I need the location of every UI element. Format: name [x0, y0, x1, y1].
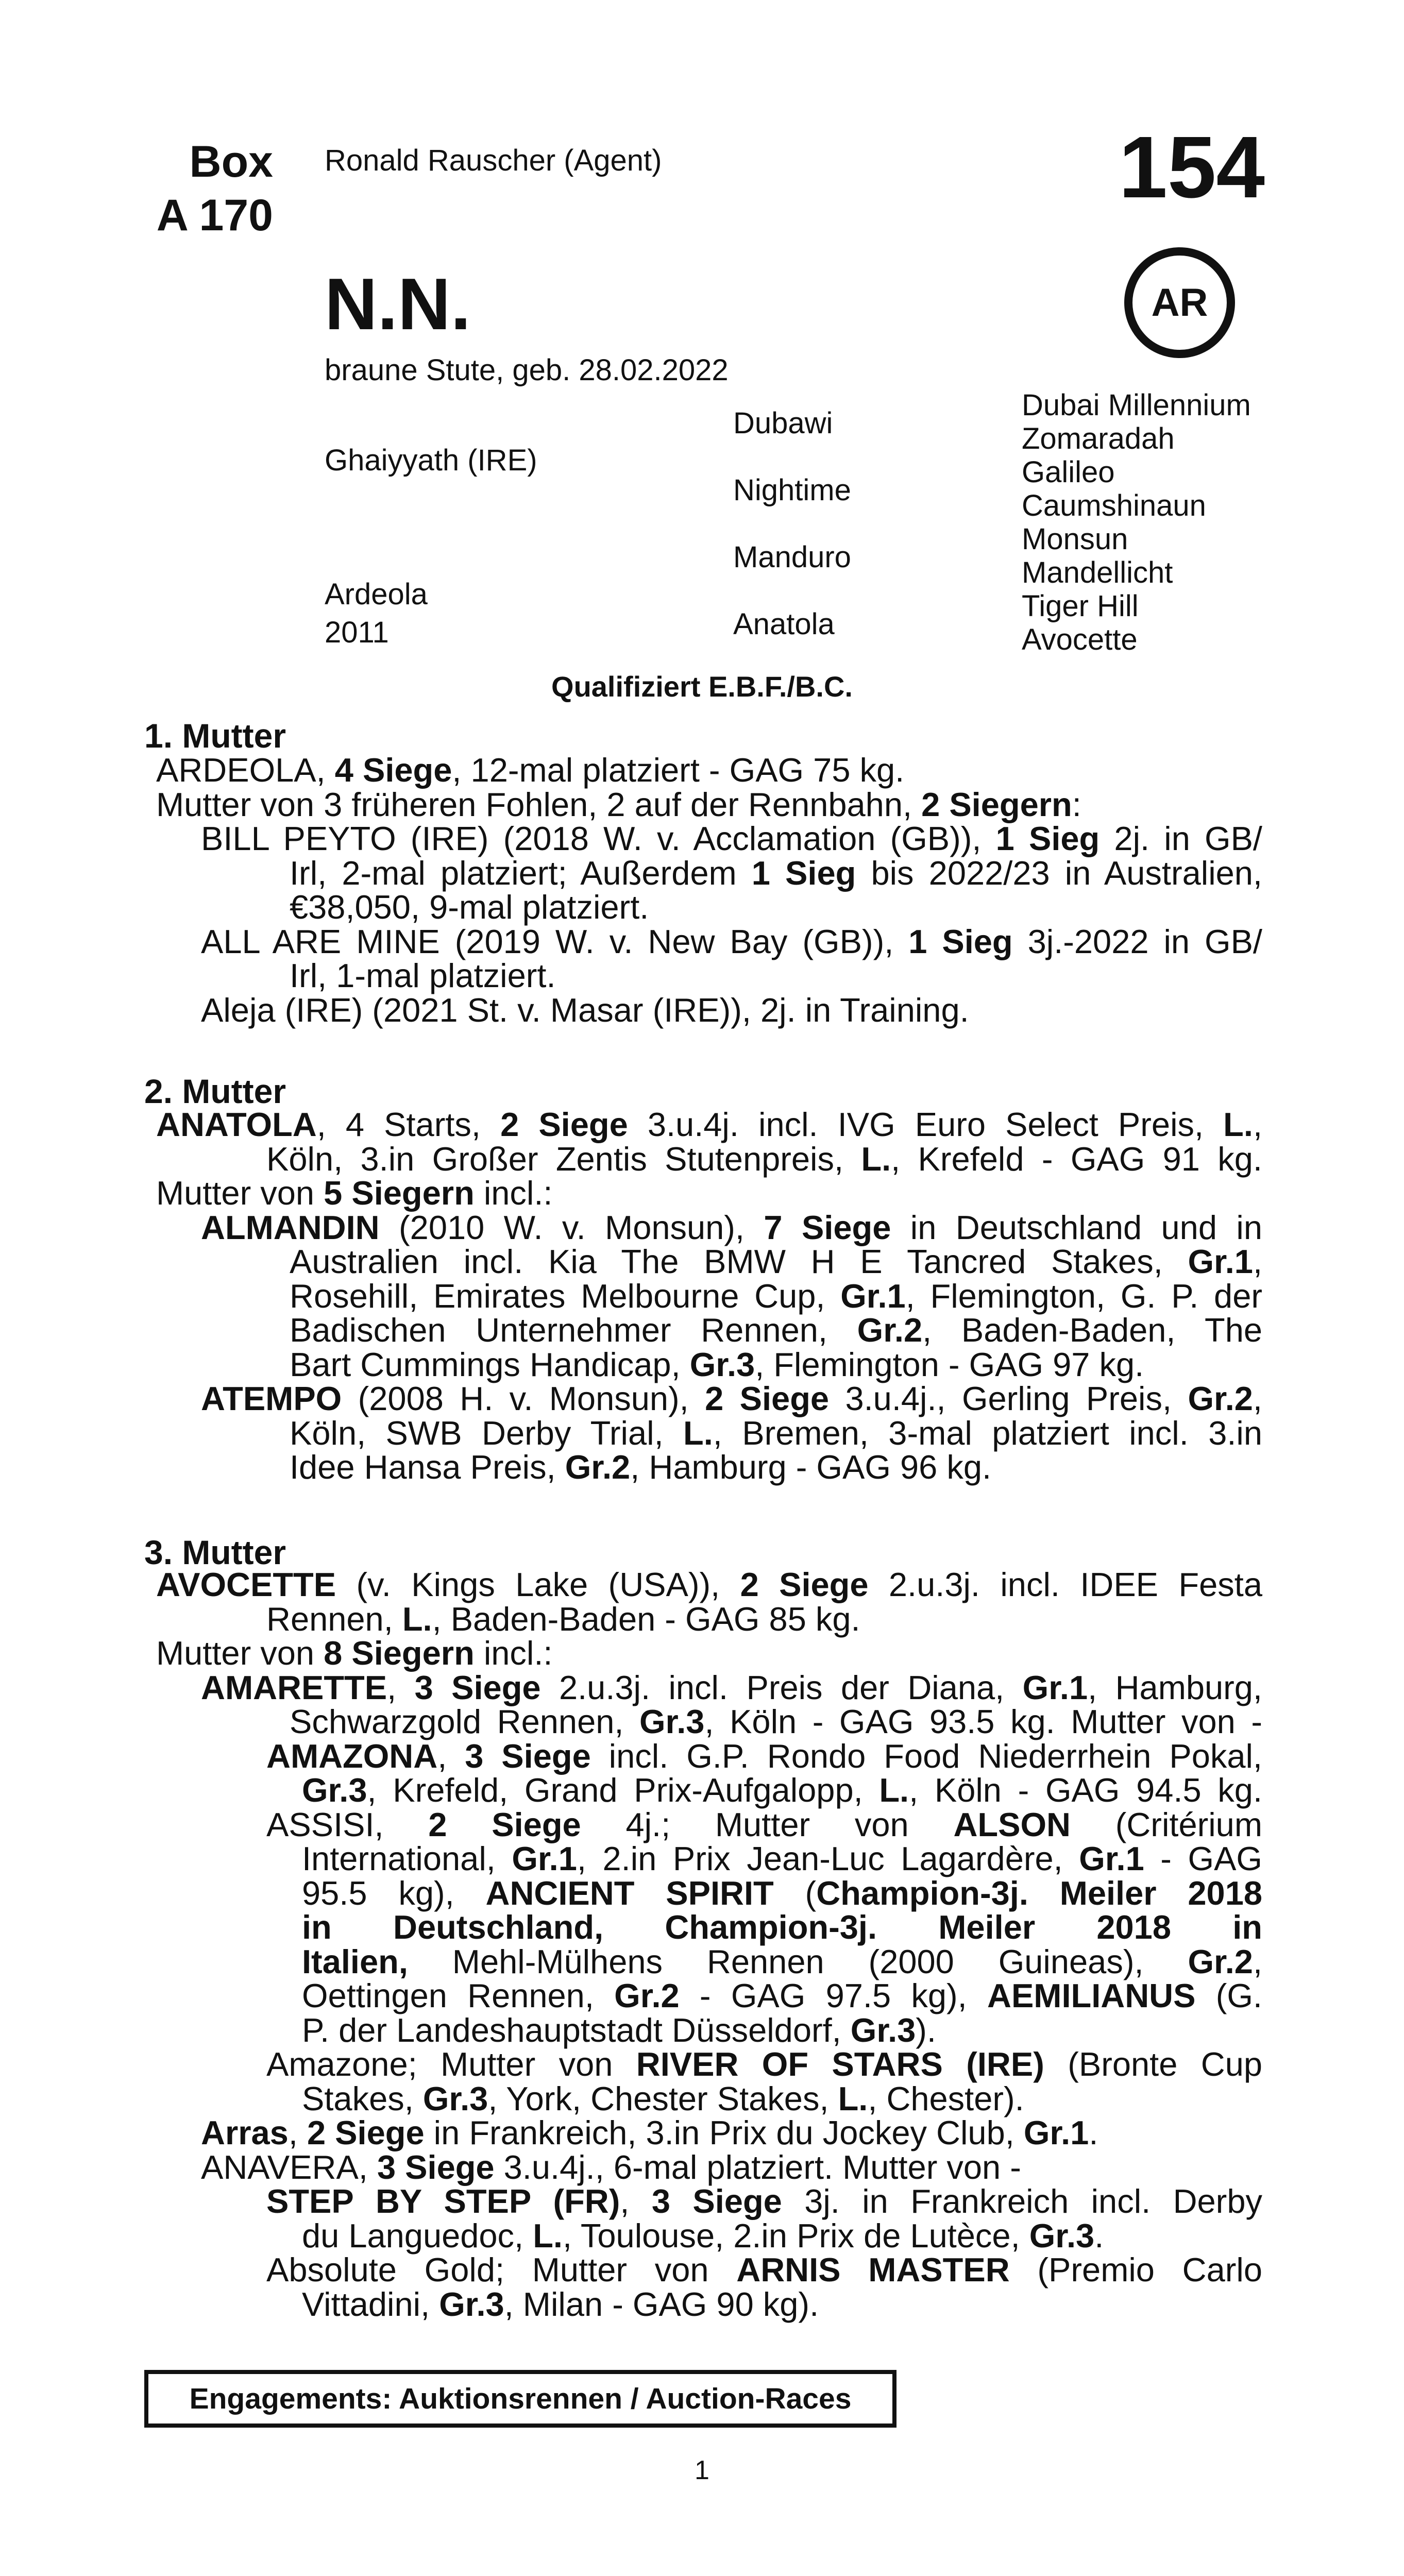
- text-line: [290, 1345, 1262, 1383]
- text-run: incl.:: [474, 1174, 553, 1212]
- text-run: .: [1089, 2114, 1098, 2151]
- bold-run: L.: [533, 2216, 563, 2255]
- text-line: [201, 1208, 1262, 1246]
- text-run: , Köln - GAG 93.5 kg. Mutter von -: [704, 1703, 1262, 1740]
- text-line: [290, 1279, 1262, 1314]
- text-run: , 2.in Prix Jean-Luc Lagardère,: [577, 1840, 1079, 1877]
- text-run: International,: [302, 1840, 512, 1877]
- text-line: [302, 2013, 1262, 2048]
- text-run: , Baden-Baden, The: [922, 1311, 1262, 1349]
- text-run: ).: [916, 2011, 936, 2049]
- horse-name: N.N.: [325, 263, 471, 345]
- text-run: €38,050, 9-mal platziert.: [290, 888, 649, 926]
- text-line: [290, 856, 1262, 891]
- text-run: (Bronte Cup: [1044, 2045, 1262, 2083]
- bold-run: 5 Siegern: [324, 1174, 475, 1212]
- bold-run: Gr.1: [1022, 1668, 1088, 1706]
- bold-run: STEP BY STEP (FR): [266, 2182, 620, 2220]
- bold-run: Italien,: [302, 1942, 408, 1980]
- pedigree-dam-year: 2011: [325, 616, 389, 649]
- bold-run: AMAZONA: [266, 1737, 438, 1775]
- text-line: [290, 959, 1262, 993]
- text-line: [156, 1108, 1262, 1142]
- bold-run: Gr.3: [422, 2079, 488, 2117]
- text-line: [290, 1450, 1262, 1485]
- text-run: ALL ARE MINE (2019 W. v. New Bay (GB)),: [201, 922, 909, 960]
- bold-run: Gr.1: [1023, 2114, 1089, 2151]
- text-run: (2008 H. v. Monsun),: [342, 1380, 705, 1417]
- text-line: [266, 1739, 1262, 1774]
- bold-run: Gr.3: [850, 2011, 916, 2049]
- bold-run: Gr.2: [857, 1311, 923, 1349]
- text-line: [266, 2047, 1262, 2082]
- agent-name: Ronald Rauscher (Agent): [325, 144, 662, 177]
- text-line: [266, 2253, 1262, 2287]
- text-run: - GAG: [1144, 1840, 1262, 1877]
- text-line: [156, 1176, 1262, 1211]
- text-line: [156, 1568, 1262, 1602]
- bold-run: L.: [838, 2079, 868, 2117]
- bold-run: Gr.1: [512, 1840, 577, 1877]
- bold-run: L.: [683, 1414, 713, 1452]
- bold-run: L.: [402, 1600, 432, 1638]
- text-line: [266, 2184, 1262, 2219]
- text-line: [302, 2287, 1262, 2322]
- text-run: 3j.-2022 in GB/: [1012, 922, 1262, 960]
- bold-run: AEMILIANUS: [987, 1977, 1196, 2014]
- text-run: 4j.; Mutter von: [581, 1805, 954, 1843]
- pedigree-gen3-7: Tiger Hill: [1022, 589, 1139, 623]
- text-run: ASSISI,: [266, 1805, 429, 1843]
- text-line: [201, 1382, 1262, 1416]
- text-run: in Deutschland und in: [891, 1208, 1262, 1246]
- text-run: Schwarzgold Rennen,: [290, 1703, 639, 1740]
- text-run: (2010 W. v. Monsun),: [379, 1208, 764, 1246]
- text-run: Mehl-Mülhens Rennen (2000 Guineas),: [408, 1942, 1188, 1980]
- pedigree-sire-sire: Dubawi: [733, 406, 833, 440]
- text-line: [201, 1668, 1262, 1706]
- bold-run: ALMANDIN: [201, 1208, 380, 1246]
- bold-run: Gr.2: [565, 1448, 631, 1486]
- bold-run: 1 Sieg: [995, 820, 1100, 857]
- bold-run: Gr.2: [1188, 1942, 1253, 1980]
- bold-run: 2 Siege: [307, 2114, 425, 2151]
- text-line: [302, 2079, 1262, 2117]
- text-line: [302, 1773, 1262, 1808]
- ar-badge: [1124, 247, 1235, 358]
- pedigree-dam-dam: Anatola: [733, 607, 835, 641]
- text-run: (G.: [1195, 1977, 1262, 2014]
- text-run: , Hamburg,: [1088, 1668, 1262, 1706]
- section-heading-3: 3. Mutter: [144, 1533, 286, 1571]
- text-run: , Krefeld, Grand Prix-Aufgalopp,: [367, 1771, 879, 1809]
- text-run: , Hamburg - GAG 96 kg.: [630, 1448, 992, 1486]
- text-line: [201, 2150, 1262, 2185]
- text-run: :: [1072, 785, 1081, 823]
- text-line: [201, 822, 1262, 856]
- bold-run: ARNIS MASTER: [736, 2251, 1010, 2289]
- text-run: , Köln - GAG 94.5 kg.: [909, 1771, 1263, 1809]
- text-run: , Bremen, 3-mal platziert incl. 3.in: [713, 1414, 1262, 1452]
- text-run: ,: [1253, 1243, 1262, 1280]
- bold-run: Gr.3: [302, 1771, 367, 1809]
- text-run: ,: [288, 2114, 307, 2151]
- text-run: ,: [1253, 1380, 1262, 1417]
- box-number: A 170: [156, 191, 273, 240]
- bold-run: Champion-3j. Meiler 2018: [816, 1874, 1262, 1912]
- bold-run: ANCIENT SPIRIT: [485, 1874, 774, 1912]
- pedigree-gen3-2: Zomaradah: [1022, 422, 1175, 455]
- text-run: bis 2022/23 in Australien,: [856, 854, 1262, 892]
- bold-run: 3 Siege: [414, 1668, 541, 1706]
- bold-run: 7 Siege: [764, 1208, 891, 1246]
- bold-run: ALSON: [953, 1805, 1071, 1843]
- text-run: (v. Kings Lake (USA)),: [336, 1566, 740, 1603]
- text-run: incl.:: [474, 1634, 553, 1672]
- text-run: , Flemington, G. P. der: [905, 1277, 1262, 1315]
- text-run: P. der Landeshauptstadt Düsseldorf,: [302, 2011, 851, 2049]
- engagements-text: Engagements: Auktionsrennen / Auction-Races: [189, 2382, 852, 2415]
- text-run: Köln, 3.in Großer Zentis Stutenpreis,: [266, 1140, 861, 1178]
- bold-run: 3 Siege: [651, 2182, 782, 2220]
- qualification: Qualifiziert E.B.F./B.C.: [551, 670, 853, 703]
- bold-run: 2 Siege: [705, 1380, 830, 1417]
- bold-run: ANATOLA: [156, 1106, 317, 1143]
- text-run: Badischen Unternehmer Rennen,: [290, 1311, 857, 1349]
- section-heading-2: 2. Mutter: [144, 1072, 286, 1110]
- text-line: [302, 2216, 1262, 2255]
- text-run: , Milan - GAG 90 kg).: [504, 2285, 819, 2323]
- text-run: Bart Cummings Handicap,: [290, 1345, 690, 1383]
- bold-run: 1 Sieg: [751, 854, 856, 892]
- text-run: , Toulouse, 2.in Prix de Lutèce,: [562, 2216, 1029, 2255]
- pedigree-sire-dam: Nightime: [733, 473, 851, 507]
- bold-run: AVOCETTE: [156, 1566, 336, 1603]
- text-line: [302, 1979, 1262, 2013]
- text-run: , Baden-Baden - GAG 85 kg.: [432, 1600, 860, 1638]
- text-run: Aleja (IRE) (2021 St. v. Masar (IRE)), 2j. in Training.: [201, 991, 969, 1029]
- page-number: 1: [695, 2455, 709, 2485]
- pedigree-gen3-4: Caumshinaun: [1022, 489, 1206, 522]
- text-run: ANAVERA,: [201, 2148, 377, 2186]
- text-run: Absolute Gold; Mutter von: [266, 2251, 737, 2289]
- bold-run: Gr.3: [439, 2285, 504, 2323]
- text-run: Idee Hansa Preis,: [290, 1448, 565, 1486]
- pedigree-gen3-1: Dubai Millennium: [1022, 388, 1251, 422]
- text-line: [302, 1942, 1262, 1980]
- text-run: , Flemington - GAG 97 kg.: [755, 1345, 1144, 1383]
- text-run: incl. G.P. Rondo Food Niederrhein Pokal,: [590, 1737, 1262, 1775]
- bold-run: 8 Siegern: [324, 1634, 475, 1672]
- bold-run: AMARETTE: [201, 1668, 387, 1706]
- box-label-block: [139, 135, 273, 242]
- text-run: BILL PEYTO (IRE) (2018 W. v. Acclamation (GB)),: [201, 820, 996, 857]
- text-line: [201, 993, 1262, 1028]
- pedigree-sire: Ghaiyyath (IRE): [325, 444, 537, 477]
- text-run: (Premio Carlo: [1009, 2251, 1262, 2289]
- text-run: , 4 Starts,: [316, 1106, 501, 1143]
- pedigree-dam: Ardeola: [325, 578, 428, 611]
- bold-run: 1 Sieg: [908, 922, 1013, 960]
- text-run: , Krefeld - GAG 91 kg.: [891, 1140, 1262, 1178]
- text-run: in Frankreich, 3.in Prix du Jockey Club,: [424, 2114, 1024, 2151]
- text-run: 3.u.4j., 6-mal platziert. Mutter von -: [494, 2148, 1021, 2186]
- bold-run: L.: [1223, 1106, 1253, 1143]
- text-run: 2.u.3j. incl. IDEE Festa: [868, 1566, 1262, 1603]
- text-line: [302, 1842, 1262, 1876]
- bold-run: Gr.2: [1188, 1380, 1253, 1417]
- text-run: 2j. in GB/: [1099, 820, 1262, 857]
- bold-run: Gr.1: [840, 1277, 906, 1315]
- text-run: (Critérium: [1070, 1805, 1262, 1843]
- bold-run: Gr.1: [1188, 1243, 1253, 1280]
- ar-badge-text: AR: [1151, 281, 1208, 325]
- pedigree-gen3-6: Mandellicht: [1022, 556, 1173, 589]
- text-line: [266, 1142, 1262, 1177]
- bold-run: L.: [861, 1140, 891, 1178]
- pedigree-gen3-5: Monsun: [1022, 522, 1128, 556]
- text-run: .: [1094, 2216, 1104, 2255]
- bold-run: Gr.3: [1029, 2216, 1095, 2255]
- bold-run: Gr.3: [639, 1703, 705, 1740]
- text-line: [290, 1705, 1262, 1739]
- text-line: [266, 1602, 1262, 1637]
- text-line: [302, 1876, 1262, 1911]
- bold-run: ATEMPO: [201, 1380, 342, 1417]
- bold-run: in Deutschland, Champion-3j. Meiler 2018 in: [302, 1908, 1262, 1946]
- text-line: [302, 1910, 1262, 1945]
- text-run: Mutter von: [156, 1174, 324, 1212]
- text-run: Vittadini,: [302, 2285, 439, 2323]
- pedigree-dam-sire: Manduro: [733, 540, 851, 574]
- text-run: ARDEOLA,: [156, 751, 335, 789]
- horse-description: braune Stute, geb. 28.02.2022: [325, 353, 729, 387]
- text-line: [156, 785, 1262, 823]
- bold-run: L.: [879, 1771, 909, 1809]
- bold-run: Gr.3: [689, 1345, 755, 1383]
- bold-run: 3 Siege: [465, 1737, 591, 1775]
- pedigree-gen3-8: Avocette: [1022, 623, 1138, 656]
- text-line: [290, 890, 1262, 925]
- text-line: [156, 753, 1262, 788]
- bold-run: 2 Siege: [428, 1805, 581, 1843]
- bold-run: 2 Siegern: [921, 785, 1072, 823]
- bold-run: 2 Siege: [740, 1566, 869, 1603]
- text-line: [290, 1313, 1262, 1348]
- text-line: [156, 1636, 1262, 1671]
- text-run: Irl, 1-mal platziert.: [290, 957, 556, 994]
- text-run: ,: [387, 1668, 415, 1706]
- text-line: [290, 1245, 1262, 1279]
- text-line: [290, 1416, 1262, 1451]
- section-body-3: [144, 1568, 1262, 2321]
- lot-number: 154: [1119, 118, 1265, 216]
- text-run: Irl, 2-mal platziert; Außerdem: [290, 854, 752, 892]
- text-run: 3.u.4j., Gerling Preis,: [829, 1380, 1188, 1417]
- text-run: 3.u.4j. incl. IVG Euro Select Preis,: [628, 1106, 1224, 1143]
- bold-run: 2 Siege: [500, 1106, 628, 1143]
- text-run: Mutter von 3 früheren Fohlen, 2 auf der Rennbahn,: [156, 785, 922, 823]
- text-run: Oettingen Rennen,: [302, 1977, 615, 2014]
- pedigree-gen3-3: Galileo: [1022, 455, 1115, 489]
- text-run: du Languedoc,: [302, 2216, 533, 2255]
- bold-run: 4 Siege: [334, 751, 452, 789]
- text-line: [201, 922, 1262, 960]
- text-run: Stakes,: [302, 2079, 423, 2117]
- text-run: Amazone; Mutter von: [266, 2045, 636, 2083]
- section-heading-1: 1. Mutter: [144, 717, 286, 755]
- text-run: 3j. in Frankreich incl. Derby: [782, 2182, 1262, 2220]
- text-run: , 12-mal platziert - GAG 75 kg.: [452, 751, 905, 789]
- text-run: Rosehill, Emirates Melbourne Cup,: [290, 1277, 841, 1315]
- text-run: ,: [1253, 1942, 1262, 1980]
- section-body-1: [144, 753, 1262, 1027]
- text-run: - GAG 97.5 kg),: [679, 1977, 987, 2014]
- text-line: [266, 1805, 1262, 1843]
- engagements-box: [144, 2370, 896, 2428]
- text-run: 95.5 kg),: [302, 1874, 486, 1912]
- text-run: ,: [437, 1737, 465, 1775]
- text-run: , York, Chester Stakes,: [488, 2079, 838, 2117]
- text-run: ,: [1253, 1106, 1262, 1143]
- text-run: 2.u.3j. incl. Preis der Diana,: [540, 1668, 1023, 1706]
- bold-run: Arras: [201, 2114, 289, 2151]
- bold-run: Gr.2: [614, 1977, 680, 2014]
- text-run: Köln, SWB Derby Trial,: [290, 1414, 684, 1452]
- text-run: Australien incl. Kia The BMW H E Tancred Stakes,: [290, 1243, 1188, 1280]
- box-label: Box: [189, 137, 273, 187]
- bold-run: 3 Siege: [377, 2148, 495, 2186]
- text-run: (: [773, 1874, 817, 1912]
- text-run: Mutter von: [156, 1634, 324, 1672]
- text-line: [201, 2116, 1262, 2150]
- text-run: Rennen,: [266, 1600, 402, 1638]
- text-run: , Chester).: [868, 2079, 1024, 2117]
- bold-run: RIVER OF STARS (IRE): [636, 2045, 1044, 2083]
- bold-run: Gr.1: [1079, 1840, 1144, 1877]
- text-run: ,: [620, 2182, 652, 2220]
- section-body-2: [144, 1108, 1262, 1485]
